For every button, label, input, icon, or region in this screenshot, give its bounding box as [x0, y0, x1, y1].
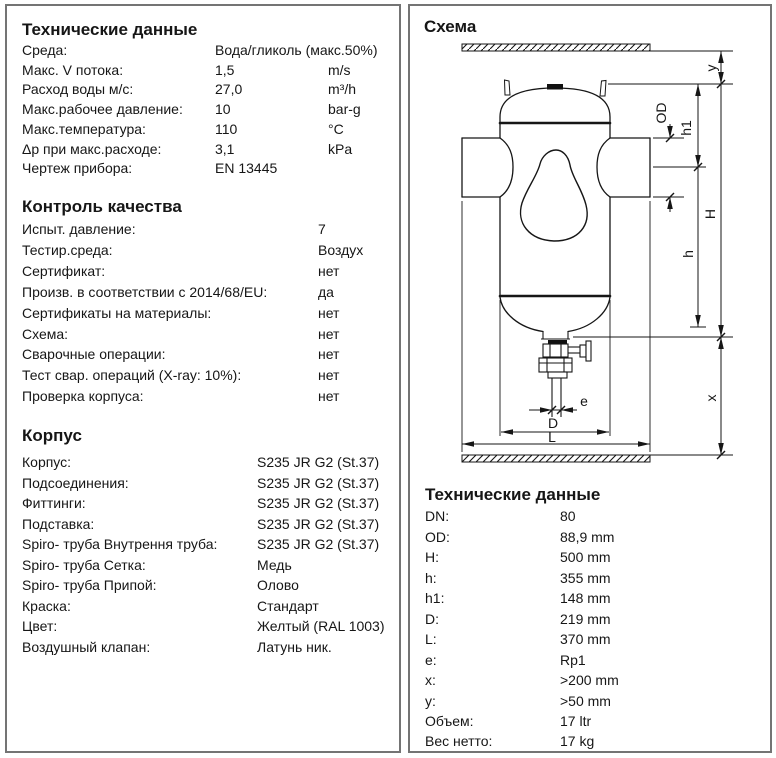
spec-row-value: Латунь ник.: [257, 638, 332, 655]
dimension-row-label: e:: [425, 651, 437, 668]
technical-data-rows: [7, 41, 399, 179]
dimension-row-label: DN:: [425, 508, 450, 524]
spec-row-label: Подставка:: [22, 515, 95, 532]
spec-row-label: Сертификат:: [22, 262, 106, 279]
spec-row: [7, 324, 399, 345]
dimension-row-label: y:: [425, 692, 436, 709]
quality-control-rows: [7, 219, 399, 407]
spec-row-unit: bar-g: [328, 101, 361, 118]
spec-row: [7, 596, 399, 617]
spec-row-value: S235 JR G2 (St.37): [257, 474, 380, 491]
dim-label-x: x: [703, 394, 719, 402]
spec-row-label: Чертеж прибора:: [22, 160, 133, 177]
dimension-row-label: h:: [425, 569, 437, 586]
summary-row: [410, 731, 770, 751]
spec-row-value: нет: [318, 346, 340, 363]
spec-row: [7, 473, 399, 494]
dimension-row-value: 219 mm: [560, 610, 611, 627]
spec-row-value: Воздух: [318, 241, 364, 258]
spec-row-label: Тестир.среда:: [22, 241, 113, 258]
spec-row: [7, 219, 399, 240]
spec-row: [7, 344, 399, 365]
spec-row-value: S235 JR G2 (St.37): [257, 495, 380, 511]
spec-row: [7, 159, 399, 179]
diagram-title: Схема: [424, 17, 477, 36]
dim-label-L: L: [548, 429, 556, 445]
dimension-row: [410, 670, 770, 691]
dim-label-h1: h1: [678, 120, 694, 136]
spec-row-label: Spiro- труба Внутрення труба:: [22, 536, 218, 552]
spec-row-label: Воздушный клапан:: [22, 638, 151, 655]
spec-row: [7, 534, 399, 555]
dimension-row-value: 88,9 mm: [560, 528, 615, 545]
dim-label-e: e: [580, 393, 588, 409]
dimension-row-value: 355 mm: [560, 569, 611, 586]
spec-row-value: нет: [318, 325, 340, 342]
spec-row-label: Схема:: [22, 325, 69, 342]
dimension-row-label: H:: [425, 549, 439, 565]
summary-row-value: 17 ltr: [560, 713, 592, 729]
spec-row: [7, 365, 399, 386]
spec-row-label: Фиттинги:: [22, 495, 86, 511]
spec-row-value: нет: [318, 262, 340, 279]
spec-row-label: Расход воды м/с:: [22, 81, 134, 98]
dimension-row: [410, 527, 770, 548]
spec-row-value: 10: [215, 101, 231, 118]
spec-row: [7, 637, 399, 658]
dim-label-H: H: [702, 208, 718, 220]
spec-row-unit: m³/h: [328, 81, 356, 98]
section-title-technical-data: Технические данные: [22, 20, 198, 39]
dimension-row: [410, 650, 770, 671]
dimension-row-value: 80: [560, 508, 576, 524]
spec-row-value: Медь: [257, 556, 292, 573]
right-panel: [408, 4, 772, 753]
spec-row: [7, 100, 399, 120]
spec-row-unit: °C: [328, 120, 344, 137]
spec-row: [7, 452, 399, 473]
spec-row-label: Произв. в соответствии с 2014/68/EU:: [22, 283, 268, 300]
spec-row-label: Корпус:: [22, 454, 72, 470]
spec-row-value: EN 13445: [215, 160, 278, 177]
spec-row-value: Стандарт: [257, 597, 319, 614]
section-title-quality-control: Контроль качества: [22, 197, 182, 216]
dimension-row-value: 148 mm: [560, 590, 611, 606]
spec-row: [7, 616, 399, 637]
dimension-row: [410, 609, 770, 630]
spec-row-unit: m/s: [328, 61, 351, 78]
spec-row-value: 1,5: [215, 61, 235, 78]
summary-row-label: Объем:: [425, 713, 474, 729]
spec-row-value: Желтый (RAL 1003): [257, 618, 385, 634]
summary-row-label: Вес нетто:: [425, 733, 493, 749]
spec-row-label: Spiro- труба Сетка:: [22, 556, 146, 573]
spec-row-label: Макс. V потока:: [22, 61, 124, 78]
spec-row-value: нет: [318, 304, 340, 321]
spec-row: [7, 282, 399, 303]
dimension-row-label: OD:: [425, 528, 450, 545]
spec-row: [7, 514, 399, 535]
spec-row-value: да: [318, 283, 334, 300]
left-panel: [5, 4, 401, 753]
dimension-row: [410, 568, 770, 589]
spec-row: [7, 41, 399, 61]
dimension-row: [410, 691, 770, 712]
spec-row-value: S235 JR G2 (St.37): [257, 536, 380, 552]
dimension-row: [410, 547, 770, 568]
dimension-row-label: h1:: [425, 590, 445, 606]
spec-row-label: Макс.температура:: [22, 120, 146, 137]
dim-label-h: h: [680, 250, 696, 258]
spec-row: [7, 120, 399, 140]
spec-row-label: Сварочные операции:: [22, 346, 166, 363]
spec-row-value: 110: [215, 120, 238, 137]
spec-row: [7, 303, 399, 324]
dimension-row-label: x:: [425, 672, 436, 688]
spec-row-value: S235 JR G2 (St.37): [257, 454, 380, 470]
dimension-row: [410, 506, 770, 527]
spec-row-label: Сертификаты на материалы:: [22, 304, 212, 321]
spec-row-value: 27,0: [215, 81, 243, 98]
dimension-row: [410, 588, 770, 609]
spec-row-value: S235 JR G2 (St.37): [257, 515, 380, 532]
dimension-row-label: L:: [425, 631, 437, 647]
summary-row: [410, 711, 770, 731]
dimension-row-value: 370 mm: [560, 631, 611, 647]
spec-row: [7, 555, 399, 576]
spec-row-label: Цвет:: [22, 618, 58, 634]
spec-row-label: Испыт. давление:: [22, 221, 136, 237]
spec-row: [7, 386, 399, 407]
spec-row-label: Проверка корпуса:: [22, 388, 144, 405]
spec-row-value: 7: [318, 221, 326, 237]
spec-row-value: Вода/гликоль (макс.50%): [215, 42, 378, 58]
spec-row-value: 3,1: [215, 140, 235, 157]
spec-row: [7, 575, 399, 596]
spec-row-value: нет: [318, 367, 340, 384]
dim-label-y: y: [703, 64, 719, 72]
section-title-body: Корпус: [22, 426, 82, 445]
dimension-row-label: D:: [425, 610, 439, 627]
dim-label-D: D: [547, 415, 559, 431]
dimension-row-value: Rp1: [560, 651, 586, 668]
summary-row-value: 17 kg: [560, 733, 595, 749]
spec-row-label: Краска:: [22, 597, 71, 614]
spec-row: [7, 240, 399, 261]
dimension-row-value: >50 mm: [560, 692, 611, 709]
spec-row-value: нет: [318, 388, 340, 405]
spec-row-label: Среда:: [22, 42, 68, 58]
spec-row-unit: kPa: [328, 140, 353, 157]
spec-row-label: Δр при макс.расходе:: [22, 140, 162, 157]
dimension-row-value: >200 mm: [560, 672, 619, 688]
dimension-row-value: 500 mm: [560, 549, 611, 565]
dimension-row: [410, 629, 770, 650]
dimension-rows: [410, 506, 770, 711]
spec-row-label: Spiro- труба Припой:: [22, 577, 157, 593]
spec-row: [7, 61, 399, 81]
spec-row: [7, 493, 399, 514]
spec-row-label: Подсоединения:: [22, 474, 129, 491]
body-material-rows: [7, 452, 399, 657]
spec-row-label: Тест свар. операций (X-ray: 10%):: [22, 367, 242, 384]
spec-row-value: Олово: [257, 577, 299, 593]
spec-row: [7, 80, 399, 100]
spec-row: [7, 140, 399, 160]
dimensions-title: Технические данные: [425, 485, 601, 504]
summary-rows: [410, 711, 770, 751]
spec-row: [7, 261, 399, 282]
dim-label-od: OD: [653, 102, 669, 124]
spec-row-label: Макс.рабочее давление:: [22, 101, 183, 118]
